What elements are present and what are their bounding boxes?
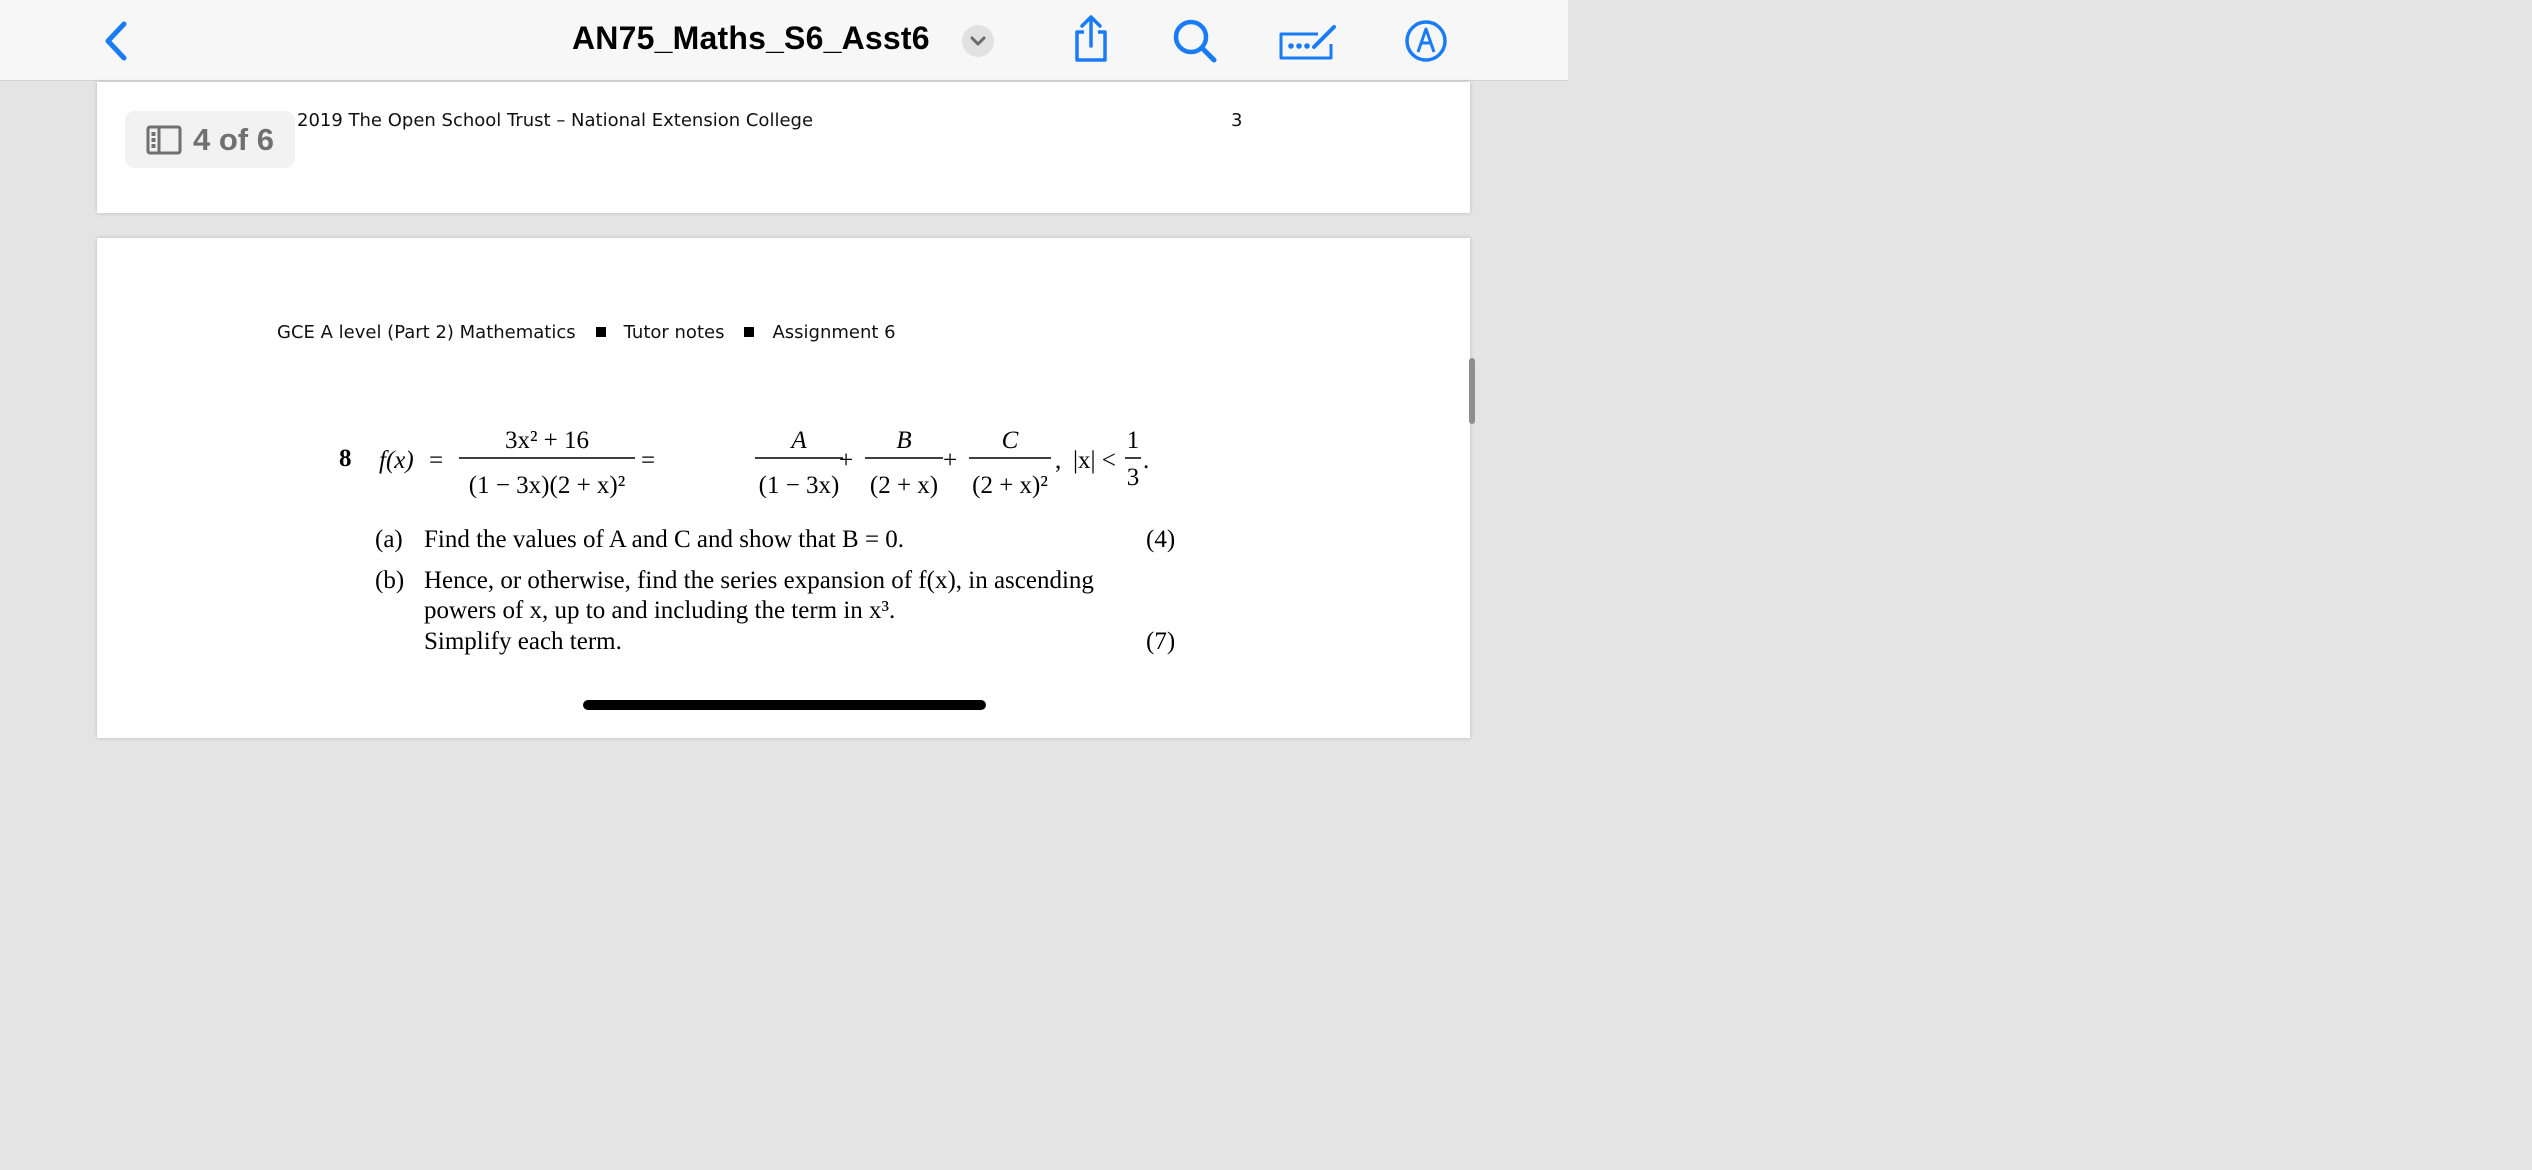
comma: , [1055,447,1062,474]
title-menu-button[interactable] [962,25,994,57]
question-number: 8 [339,445,352,472]
equals-sign: = [641,447,656,474]
markup-pen-icon[interactable] [1404,19,1448,63]
part-b-marks: (7) [1146,628,1176,655]
chevron-down-icon [962,25,994,57]
condition-numerator: 1 [1126,427,1140,454]
part-b-line-3: Simplify each term. [424,628,622,655]
plus-sign: + [943,447,958,474]
assignment-name: Assignment 6 [772,322,896,343]
term-a-numerator: A [791,427,807,454]
thumbnails-icon [146,124,182,156]
page-header [277,322,896,343]
condition-text: |x| < [1073,447,1116,474]
period: . [1143,447,1150,474]
term-a-denominator: (1 − 3x) [758,472,840,499]
part-a-text: Find the values of A and C and show that B = 0. [424,526,905,553]
term-b-denominator: (2 + x) [869,472,939,499]
term-c-denominator: (2 + x)² [972,472,1048,499]
term-b-numerator: B [896,427,912,454]
scrollbar-thumb[interactable] [1469,358,1475,424]
separator-square [596,327,606,337]
section-name: Tutor notes [623,322,725,343]
current-page [97,238,1470,738]
part-a-label: (a) [375,526,403,553]
page-footer-text: 2019 The Open School Trust – National Extension College [297,110,814,131]
document-title[interactable]: AN75_Maths_S6_Asst6 [572,20,930,56]
formula-numerator: 3x² + 16 [504,427,590,454]
page-indicator-label: 4 of 6 [193,122,274,157]
form-fill-icon[interactable] [1278,20,1340,62]
part-b-line-1: Hence, or otherwise, find the series expansion of f(x), in ascending [424,567,1094,594]
part-b-label: (b) [375,567,405,594]
separator-square [744,327,754,337]
course-name: GCE A level (Part 2) Mathematics [277,322,576,343]
home-indicator[interactable] [583,700,986,710]
search-icon[interactable] [1172,18,1220,64]
condition-denominator: 3 [1126,464,1140,491]
page-number: 3 [1231,110,1243,131]
term-c-numerator: C [1001,427,1019,454]
plus-sign: + [839,447,854,474]
partial-fraction-formula [367,418,1187,518]
top-toolbar [0,0,1568,81]
previous-page [97,82,1470,213]
part-a-marks: (4) [1146,526,1176,553]
formula-denominator: (1 − 3x)(2 + x)² [468,472,626,499]
page-indicator[interactable] [125,111,295,168]
formula-lhs: f(x) [379,447,414,474]
equals-sign: = [429,447,444,474]
share-icon[interactable] [1070,14,1112,64]
part-b-line-2: powers of x, up to and including the term in x³. [424,597,896,624]
